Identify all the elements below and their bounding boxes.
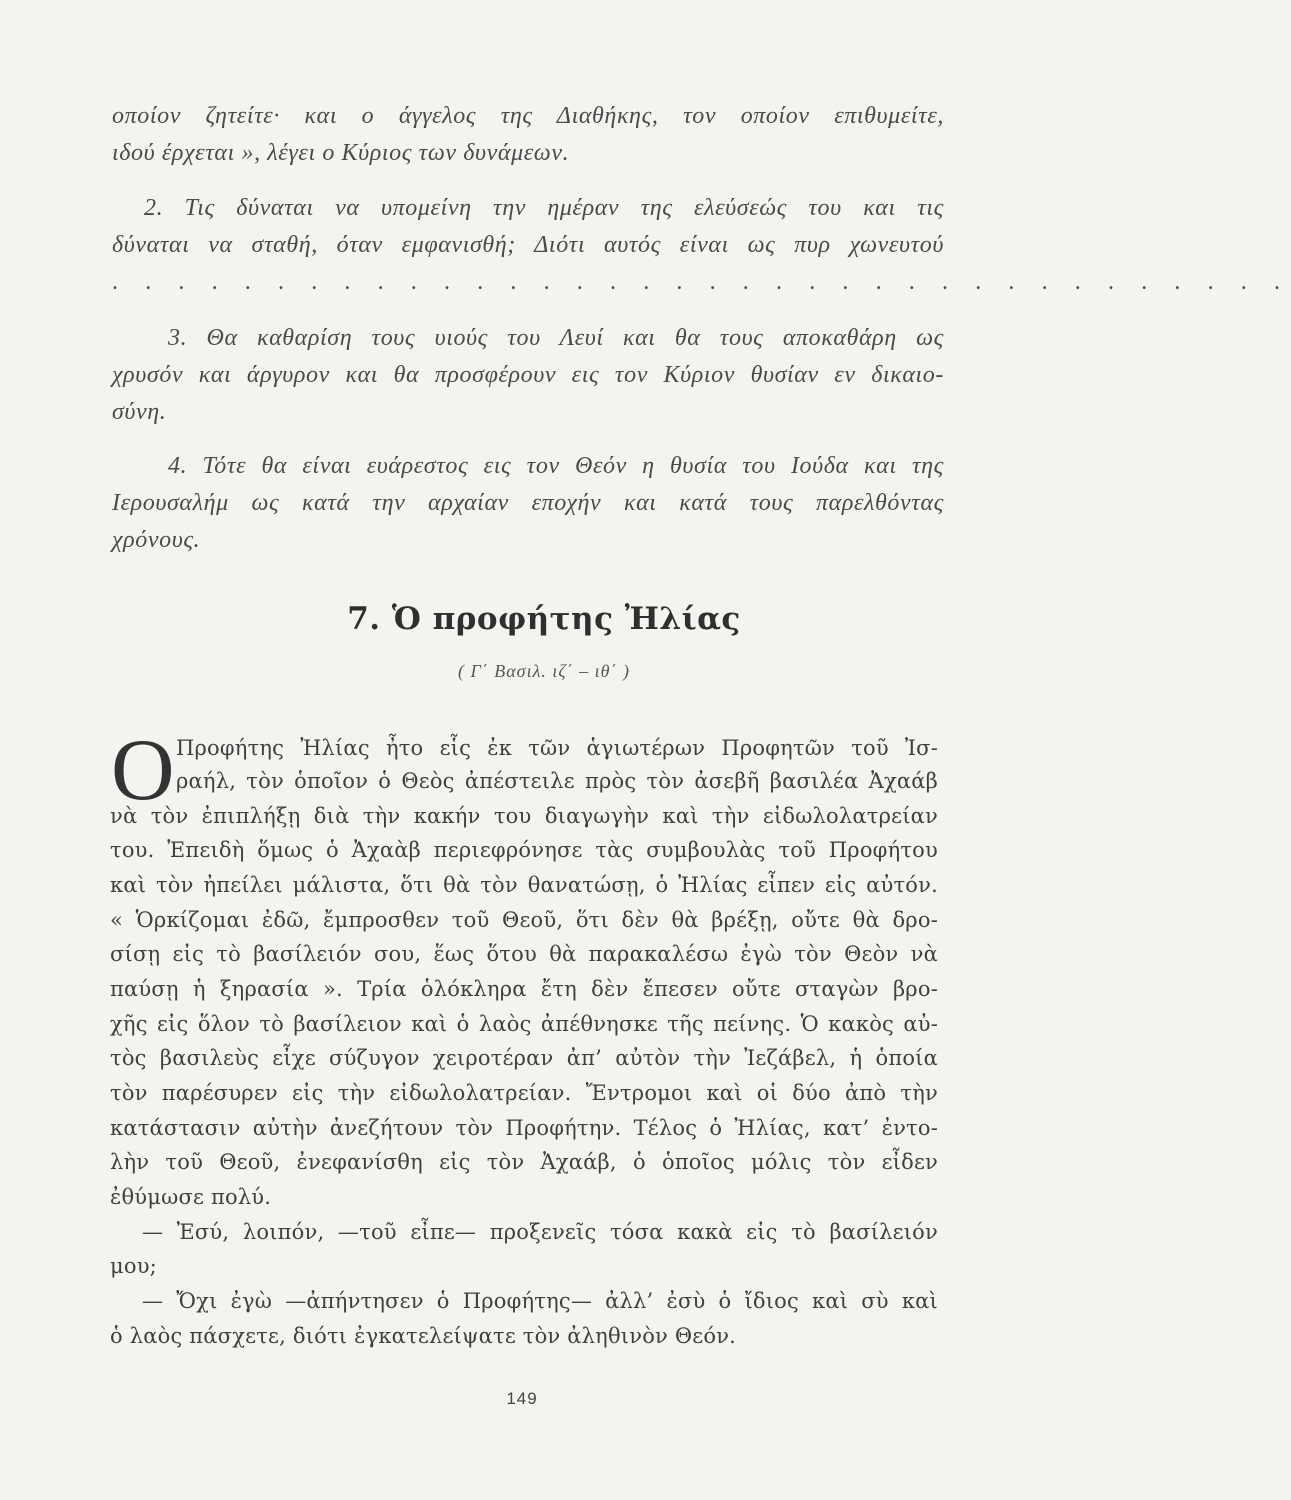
text-line: — Ὄχι ἐγὼ —ἀπήντησεν ὁ Προφήτης— ἀλλ’ ἐσὺ ὁ ἴδιος καὶ σὺ καὶ xyxy=(142,1289,938,1313)
text-line: 2. Τις δύναται να υπομείνη την ημέραν της ελεύσεώς του και τις xyxy=(144,195,944,221)
page-number: 149 xyxy=(506,1389,538,1408)
text-line: ἐθύμωσε πολύ. xyxy=(110,1185,272,1209)
text-line: — Ἐσύ, λοιπόν, —τοῦ εἶπε— προξενεῖς τόσα κακὰ εἰς τὸ βασίλειόν xyxy=(142,1220,938,1244)
text-line: νὰ τὸν ἐπιπλήξῃ διὰ τὴν κακήν του διαγωγὴν καὶ τὴν εἰδωλολατρείαν xyxy=(110,804,938,828)
text-line: παύσῃ ἡ ξηρασία ». Τρία ὁλόκληρα ἔτη δὲν ἔπεσεν οὔτε σταγὼν βρο- xyxy=(110,977,938,1001)
text-line: χρόνους. xyxy=(112,527,201,553)
text-line: κατάστασιν αὐτὴν ἀνεζήτουν τὸν Προφήτην. Τέλος ὁ Ἠλίας, κατ’ ἐντο- xyxy=(110,1116,938,1140)
text-line: τὸς βασιλεὺς εἶχε σύζυγον χειροτέραν ἀπ’ αὐτὸν τὴν Ἰεζάβελ, ἡ ὁποία xyxy=(110,1046,938,1070)
text-line: του. Ἐπειδὴ ὅμως ὁ Ἀχαὰβ περιεφρόνησε τὰς συμβουλὰς τοῦ Προφήτου xyxy=(110,838,938,862)
drop-cap: Ο xyxy=(111,722,175,819)
text-line: ὁ λαὸς πάσχετε, διότι ἐγκατελείψατε τὸν ἀληθινὸν Θεόν. xyxy=(110,1324,737,1348)
text-line: καὶ τὸν ἠπείλει μάλιστα, ὅτι θὰ τὸν θανατώσῃ, ὁ Ἠλίας εἶπεν εἰς αὐτόν. xyxy=(110,873,938,897)
text-line: μου; xyxy=(110,1254,157,1278)
text-line: δύναται να σταθή, όταν εμφανισθή; Διότι αυτός είναι ως πυρ χωνευτού xyxy=(112,232,944,258)
section-title: 7. Ὁ προφήτης Ἠλίας xyxy=(347,601,741,637)
text-line: σίσῃ εἰς τὸ βασίλειόν σου, ἕως ὅτου θὰ παρακαλέσω ἐγὼ τὸν Θεὸν νὰ xyxy=(110,942,938,966)
text-line: χρυσόν και άργυρον και θα προσφέρουν εις τον Κύριον θυσίαν εν δικαιο- xyxy=(112,362,944,388)
text-line: Ιερουσαλήμ ως κατά την αρχαίαν εποχήν και κατά τους παρελθόντας xyxy=(112,490,944,516)
text-line: οποίον ζητείτε· και ο άγγελος της Διαθήκης, τον οποίον επιθυμείτε, xyxy=(112,103,944,129)
text-line: 3. Θα καθαρίση τους υιούς του Λευί και θα τους αποκαθάρη ως xyxy=(168,325,944,351)
section-reference: ( Γ΄ Βασιλ. ιζ΄ – ιθ΄ ) xyxy=(458,661,630,681)
text-line: σύνη. xyxy=(112,399,167,425)
text-line: « Ὁρκίζομαι ἐδῶ, ἔμπροσθεν τοῦ Θεοῦ, ὅτι δὲν θὰ βρέξῃ, οὔτε θὰ δρο- xyxy=(110,908,938,932)
text-line: 4. Τότε θα είναι ευάρεστος εις τον Θεόν η θυσία του Ιούδα και της xyxy=(168,453,944,479)
text-line: ιδού έρχεται », λέγει ο Κύριος των δυνάμεων. xyxy=(112,140,570,166)
text-line: χῆς εἰς ὅλον τὸ βασίλειον καὶ ὁ λαὸς ἀπέθνησκε τῆς πείνης. Ὁ κακὸς αὐ- xyxy=(110,1012,938,1036)
text-line: λὴν τοῦ Θεοῦ, ἐνεφανίσθη εἰς τὸν Ἀχαάβ, ὁ ὁποῖος μόλις τὸν εἶδεν xyxy=(110,1150,938,1174)
text-line: Προφήτης Ἠλίας ἦτο εἷς ἐκ τῶν ἁγιωτέρων Προφητῶν τοῦ Ἰσ- xyxy=(176,736,938,760)
ellipsis-line: . . . . . . . . . . . . . . . . . . . . . . . . . . . . . . . . . . . . xyxy=(112,269,1291,295)
text-line: ραήλ, τὸν ὁποῖον ὁ Θεὸς ἀπέστειλε πρὸς τὸν ἀσεβῆ βασιλέα Ἀχαάβ xyxy=(176,769,938,793)
text-line: τὸν παρέσυρεν εἰς τὴν εἰδωλολατρείαν. Ἔντρομοι καὶ οἱ δύο ἀπὸ τὴν xyxy=(110,1081,938,1105)
